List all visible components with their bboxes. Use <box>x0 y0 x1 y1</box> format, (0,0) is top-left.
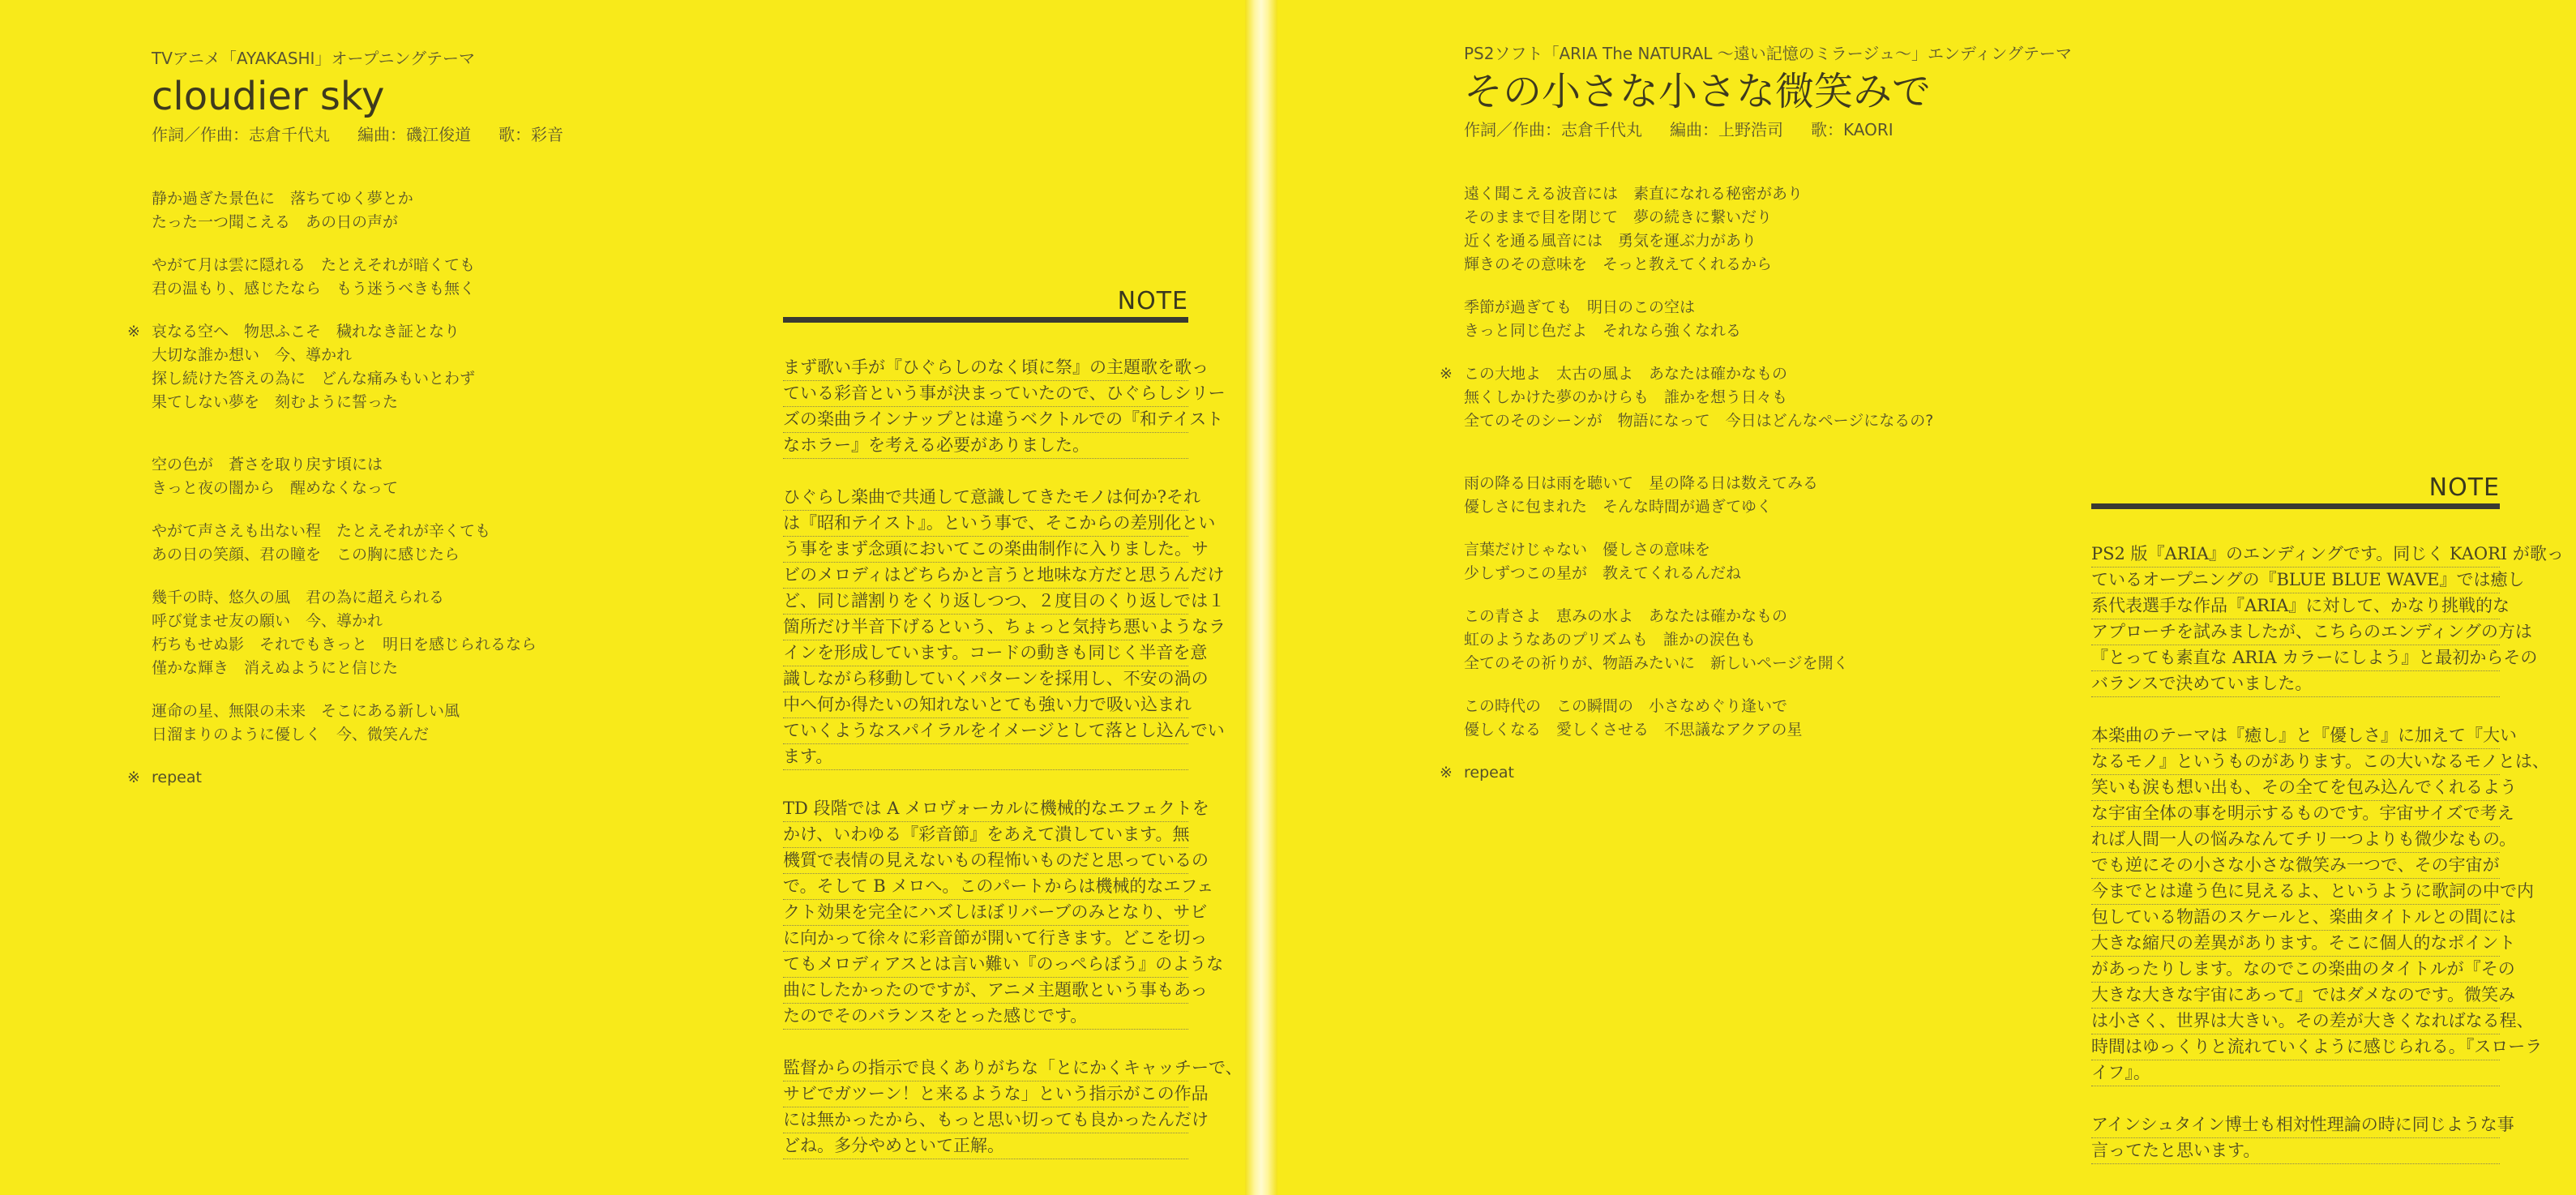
song-credits <box>1464 117 2072 140</box>
note-heading: NOTE <box>1117 287 1188 315</box>
left-song-block <box>127 45 591 790</box>
note-line: 『とっても素直な ARIA カラーにしよう』と最初からその <box>2091 645 2500 671</box>
repeat-mark: ※ <box>127 768 140 786</box>
lyric-line: 優しくなる 愛しくさせる 不思議なアクアの星 <box>1464 720 1803 739</box>
credit-arranger: 編曲：磯江俊道 <box>357 124 471 144</box>
note-line: 機質で表情の見えないもの程怖いものだと思っているの <box>783 848 1188 874</box>
note-line: な宇宙全体の事を明示するものです。宇宙サイズで考え <box>2091 801 2500 827</box>
lyric-line: 輝きのその意味を そっと教えてくれるから <box>1464 255 1773 273</box>
note-line: 曲にしたかったのですが、アニメ主題歌という事もあっ <box>783 978 1188 1004</box>
lyrics <box>1440 182 2072 742</box>
left-note <box>783 287 1243 1185</box>
repeat-line <box>1440 761 2072 785</box>
note-line: は『昭和テイスト』。という事で、そこからの差別化とい <box>783 511 1188 537</box>
lyric-line: きっと夜の闇から 醒めなくなって <box>152 478 399 497</box>
note-line: 包している物語のスケールと、楽曲タイトルとの間には <box>2091 905 2500 931</box>
note-line: は小さく、世界は大きい。その差が大きくなればなる程、 <box>2091 1009 2500 1034</box>
lyric-stanza <box>152 586 591 680</box>
note-paragraph <box>783 485 1226 770</box>
lyric-line: 少しずつこの星が 教えてくれるんだね <box>1464 563 1742 582</box>
credit-vocal: 歌：KAORI <box>1811 119 1893 139</box>
lyric-line: この大地よ 太古の風よ あなたは確かなもの <box>1464 364 1788 383</box>
song-title: cloudier sky <box>152 74 385 119</box>
lyric-stanza <box>152 187 591 234</box>
note-line: 時間はゆっくりと流れていくように感じられる。『スローラ <box>2091 1034 2500 1060</box>
song-credits <box>152 122 591 145</box>
note-header <box>2091 473 2500 509</box>
lyric-line: やがて声さえも出ない程 たとえそれが辛くても <box>152 521 491 540</box>
note-line: ビのメロディはどちらかと言うと地味な方だと思うんだけ <box>783 563 1188 589</box>
lyric-line: 日溜まりのように優しく 今、微笑んだ <box>152 725 430 743</box>
note-line: インを形成しています。コードの動きも同じく半音を意 <box>783 640 1188 666</box>
note-paragraph <box>2091 542 2564 697</box>
lyric-line: たった一つ聞こえる あの日の声が <box>152 212 399 231</box>
lyric-line: 哀なる空へ 物思ふこそ 穢れなき証となり <box>152 322 460 341</box>
lyric-line: 君の温もり、感じたなら もう迷うべきも無く <box>152 279 476 298</box>
credit-lyrics-composer: 作詞／作曲：志倉千代丸 <box>152 124 330 144</box>
lyric-line: 季節が過ぎても 明日のこの空は <box>1464 298 1696 316</box>
note-line: たのでそのバランスをとった感じです。 <box>783 1004 1188 1030</box>
note-line: ている彩音という事が決まっていたので、ひぐらしシリー <box>783 381 1188 407</box>
lyric-line: 僅かな輝き 消えぬようにと信じた <box>152 658 399 677</box>
note-line: ど、同じ譜割りをくり返しつつ、２度目のくり返しでは１ <box>783 589 1188 615</box>
lyric-stanza <box>1464 472 2072 519</box>
note-line: イフ』。 <box>2091 1060 2500 1086</box>
lyric-stanza <box>1464 538 2072 585</box>
repeat-label: repeat <box>1464 763 1514 782</box>
note-line: 箇所だけ半音下げるという、ちょっと気持ち悪いようなラ <box>783 615 1188 640</box>
repeat-mark: ※ <box>1440 763 1453 782</box>
note-line: 中へ何か得たいの知れないとても強い力で吸い込まれ <box>783 692 1188 718</box>
lyric-line: この青さよ 恵みの水よ あなたは確かなもの <box>1464 606 1788 625</box>
note-header <box>783 287 1188 323</box>
note-heading: NOTE <box>2428 473 2500 502</box>
note-line: アインシュタイン博士も相対性理論の時に同じような事 <box>2091 1112 2500 1138</box>
lyric-stanza <box>1464 182 2072 276</box>
note-line: TD 段階では A メロヴォーカルに機械的なエフェクトを <box>783 796 1188 822</box>
note-line: でも逆にその小さな小さな微笑み一つで、その宇宙が <box>2091 853 2500 879</box>
lyric-line: 静か過ぎた景色に 落ちてゆく夢とか <box>152 189 413 208</box>
lyric-line: 雨の降る日は雨を聴いて 星の降る日は数えてみる <box>1464 473 1819 492</box>
lyric-line: 運命の星、無限の未来 そこにある新しい風 <box>152 701 460 720</box>
chorus-mark: ※ <box>1440 364 1453 383</box>
note-line: で。そして B メロへ。このパートからは機械的なエフェ <box>783 874 1188 900</box>
repeat-line <box>127 766 591 790</box>
credit-vocal: 歌：彩音 <box>499 124 563 144</box>
note-line: アプローチを試みましたが、こちらのエンディングの方は <box>2091 619 2500 645</box>
lyric-line: 言葉だけじゃない 優しさの意味を <box>1464 540 1711 559</box>
lyric-line: 全てのそのシーンが 物語になって 今日はどんなページになるの? <box>1464 411 1934 430</box>
note-line: 本楽曲のテーマは『癒し』と『優しさ』に加えて『大い <box>2091 723 2500 749</box>
lyric-line: 全てのその祈りが、物語みたいに 新しいページを開く <box>1464 653 1849 672</box>
lyric-line: 虹のようなあのプリズムも 誰かの涙色も <box>1464 630 1756 649</box>
note-line: サビでガツーン！と来るような」という指示がこの作品 <box>783 1081 1188 1107</box>
lyric-stanza <box>152 700 591 747</box>
note-paragraph <box>2091 723 2549 1086</box>
note-line: 監督からの指示で良くありがちな「とにかくキャッチーで、 <box>783 1056 1188 1081</box>
note-line: かけ、いわゆる『彩音節』をあえて潰しています。無 <box>783 822 1188 848</box>
lyric-line: あの日の笑顔、君の瞳を この胸に感じたら <box>152 545 460 563</box>
note-paragraph <box>783 1056 1243 1159</box>
lyric-line: やがて月は雲に隠れる たとえそれが暗くても <box>152 255 476 274</box>
lyric-line: 呼び覚ませ友の願い 今、導かれ <box>152 611 383 630</box>
lyrics <box>127 187 591 747</box>
lyric-line: 大切な誰か想い 今、導かれ <box>152 345 353 364</box>
note-paragraph <box>2091 1112 2514 1164</box>
note-line: 言ってたと思います。 <box>2091 1138 2500 1164</box>
note-line: があったりします。なのでこの楽曲のタイトルが『その <box>2091 957 2500 983</box>
note-line: バランスで決めていました。 <box>2091 671 2500 697</box>
lyric-line: そのままで目を閉じて 夢の続きに繋いだり <box>1464 208 1773 226</box>
lyric-line: 優しさに包まれた そんな時間が過ぎてゆく <box>1464 497 1773 516</box>
song-title: その小さな小さな微笑みで <box>1464 69 1932 114</box>
note-line: ズの楽曲ラインナップとは違うベクトルでの『和テイスト <box>783 407 1188 433</box>
lyric-line: この時代の この瞬間の 小さなめぐり逢いで <box>1464 696 1788 715</box>
note-line: ているオープニングの『BLUE BLUE WAVE』では癒し <box>2091 568 2500 593</box>
note-line: PS2 版『ARIA』のエンディングです。同じく KAORI が歌っ <box>2091 542 2500 568</box>
chorus-mark: ※ <box>127 322 140 341</box>
credit-arranger: 編曲：上野浩司 <box>1670 119 1783 139</box>
note-line: どね。多分やめといて正解。 <box>783 1133 1188 1159</box>
note-line: には無かったから、もっと思い切っても良かったんだけ <box>783 1107 1188 1133</box>
note-line: 笑いも涙も想い出も、その全てを包み込んでくれるよう <box>2091 775 2500 801</box>
lyric-line: 無くしかけた夢のかけらも 誰かを想う日々も <box>1464 388 1788 406</box>
song-subtitle: PS2ソフト「ARIA The NATURAL ～遠い記憶のミラージュ～」エンディングテーマ <box>1464 44 2072 63</box>
note-line: 大きな大きな宇宙にあって』ではダメなのです。微笑み <box>2091 983 2500 1009</box>
note-line: 大きな縮尺の差異があります。そこに個人的なポイント <box>2091 931 2500 957</box>
note-line: 系代表選手な作品『ARIA』に対して、かなり挑戦的な <box>2091 593 2500 619</box>
note-line: クト効果を完全にハズしほぼリバーブのみとなり、サビ <box>783 900 1188 926</box>
right-song-block <box>1440 41 2072 785</box>
note-line: に向かって徐々に彩音節が開いて行きます。どこを切っ <box>783 926 1188 952</box>
lyric-line: 朽ちもせぬ影 それでもきっと 明日を感じられるなら <box>152 635 537 653</box>
lyric-stanza <box>127 320 591 414</box>
note-line: ていくようなスパイラルをイメージとして落とし込んでい <box>783 718 1188 744</box>
note-paragraph <box>783 355 1226 459</box>
note-line: れば人間一人の悩みなんてチリ一つよりも微少なもの。 <box>2091 827 2500 853</box>
note-body <box>2091 542 2564 1164</box>
lyric-line: 果てしない夢を 刻むように誓った <box>152 392 399 411</box>
lyric-stanza <box>152 254 591 301</box>
song-subtitle: TVアニメ「AYAKASHI」オープニングテーマ <box>152 49 476 68</box>
lyric-line: 遠く聞こえる波音には 素直になれる秘密があり <box>1464 184 1804 203</box>
note-line: てもメロディアスとは言い難い『のっぺらぼう』のような <box>783 952 1188 978</box>
note-line: 今までとは違う色に見えるよ、というように歌詞の中で内 <box>2091 879 2500 905</box>
lyric-line: きっと同じ色だよ それなら強くなれる <box>1464 321 1742 340</box>
lyric-stanza <box>1464 296 2072 343</box>
note-line: 識しながら移動していくパターンを採用し、不安の渦の <box>783 666 1188 692</box>
page-gutter <box>1245 0 1277 1195</box>
lyric-stanza <box>1464 695 2072 742</box>
lyric-stanza <box>152 453 591 500</box>
note-paragraph <box>783 796 1224 1030</box>
repeat-label: repeat <box>152 768 202 786</box>
lyric-line: 近くを通る風音には 勇気を運ぶ力があり <box>1464 231 1757 250</box>
lyric-line: 幾千の時、悠久の風 君の為に超えられる <box>152 588 445 606</box>
lyric-stanza <box>1464 605 2072 675</box>
note-line: まず歌い手が『ひぐらしのなく頃に祭』の主題歌を歌っ <box>783 355 1188 381</box>
note-line: ます。 <box>783 744 1188 770</box>
note-line: なホラー』を考える必要がありました。 <box>783 433 1188 459</box>
note-line: なるモノ』というものがあります。この大いなるモノとは、 <box>2091 749 2500 775</box>
note-body <box>783 355 1243 1159</box>
lyric-stanza <box>152 520 591 567</box>
note-line: う事をまず念頭においてこの楽曲制作に入りました。サ <box>783 537 1188 563</box>
lyric-stanza <box>1440 362 2072 433</box>
note-line: ひぐらし楽曲で共通して意識してきたモノは何か?それ <box>783 485 1188 511</box>
lyric-line: 探し続けた答えの為に どんな痛みもいとわず <box>152 369 476 388</box>
lyric-line: 空の色が 蒼さを取り戻す頃には <box>152 455 383 473</box>
right-note <box>2091 473 2564 1190</box>
credit-lyrics-composer: 作詞／作曲：志倉千代丸 <box>1464 119 1642 139</box>
